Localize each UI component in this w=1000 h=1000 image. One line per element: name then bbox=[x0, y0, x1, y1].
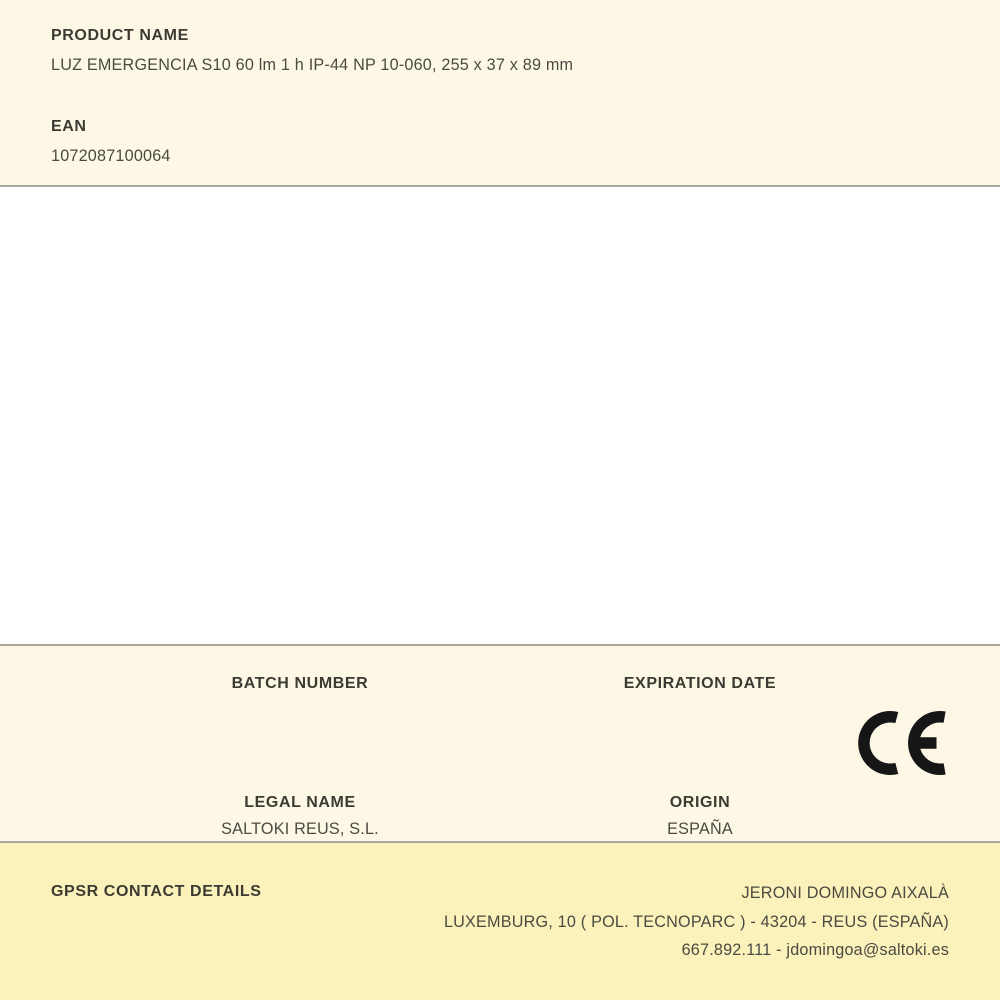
legal-name-cell bbox=[100, 793, 500, 839]
gpsr-contact-section bbox=[0, 843, 1000, 1000]
blank-product-image-area bbox=[0, 187, 1000, 644]
contact-phone-email: 667.892.111 - jdomingoa@saltoki.es bbox=[681, 941, 949, 959]
product-name-label: PRODUCT NAME bbox=[51, 27, 189, 44]
batch-number-value bbox=[100, 701, 500, 720]
origin-cell bbox=[500, 793, 900, 839]
contact-name: JERONI DOMINGO AIXALÀ bbox=[741, 884, 949, 902]
product-name-value: LUZ EMERGENCIA S10 60 lm 1 h IP-44 NP 10-060, 255 x 37 x 89 mm bbox=[51, 56, 574, 74]
product-info-section bbox=[0, 0, 1000, 185]
batch-number-cell bbox=[100, 674, 500, 720]
gpsr-contact-block bbox=[444, 879, 949, 965]
batch-number-label: BATCH NUMBER bbox=[231, 675, 369, 692]
expiration-date-label: EXPIRATION DATE bbox=[623, 675, 777, 692]
ean-label: EAN bbox=[51, 118, 87, 135]
ean-value: 1072087100064 bbox=[51, 147, 171, 165]
batch-origin-section bbox=[0, 646, 1000, 841]
legal-origin-row bbox=[100, 793, 900, 839]
batch-expiration-row bbox=[100, 674, 900, 720]
ce-mark-icon bbox=[858, 710, 946, 776]
legal-name-value: SALTOKI REUS, S.L. bbox=[221, 820, 379, 838]
contact-address: LUXEMBURG, 10 ( POL. TECNOPARC ) - 43204 - REUS (ESPAÑA) bbox=[443, 912, 949, 931]
legal-name-label: LEGAL NAME bbox=[244, 794, 356, 811]
expiration-date-value bbox=[500, 701, 900, 720]
expiration-date-cell bbox=[500, 674, 900, 720]
origin-value: ESPAÑA bbox=[667, 820, 733, 838]
gpsr-contact-label: GPSR CONTACT DETAILS bbox=[51, 883, 262, 900]
origin-label: ORIGIN bbox=[669, 794, 731, 811]
